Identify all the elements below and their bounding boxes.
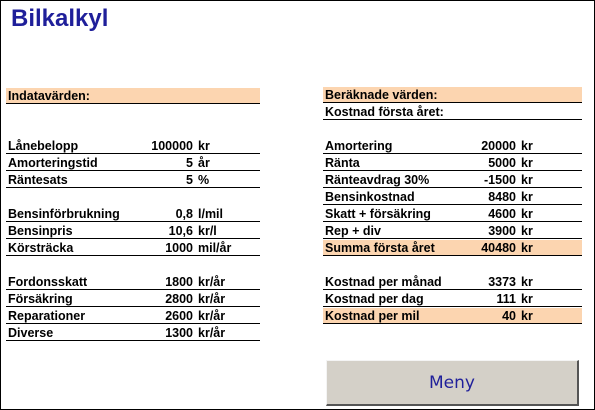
output-row-per-day [323,291,582,307]
row-unit: kr [521,309,533,323]
menu-button[interactable] [326,360,579,406]
row-unit: kr/år [198,326,226,340]
row-unit: kr [198,139,210,153]
row-label: Lånebelopp [8,139,79,153]
output-row-interest [323,155,582,171]
row-unit: kr [521,173,533,187]
menu-button-label: Meny [429,372,475,393]
row-value: 3900 [488,224,516,238]
row-unit: kr/år [198,309,226,323]
row-label: Diverse [8,326,54,340]
row-value[interactable]: 100000 [151,139,193,153]
page-title: Bilkalkyl [11,5,109,32]
output-row-per-month [323,274,582,290]
row-value: 40480 [481,241,516,255]
row-unit: kr [521,207,533,221]
row-value: 20000 [481,139,516,153]
row-unit: % [198,173,210,187]
output-row-fuel-cost [323,189,582,205]
row-unit: kr/l [198,224,217,238]
row-label: Skatt + försäkring [325,207,431,221]
row-label: Bensinförbrukning [8,207,120,221]
row-value[interactable]: 2800 [165,292,193,306]
input-row-amortization-time[interactable] [6,155,260,171]
row-label: Försäkring [8,292,73,306]
row-value: 40 [502,309,516,323]
output-header-row [323,87,582,103]
row-label: Summa första året [325,241,435,255]
row-value: -1500 [484,173,516,187]
row-unit: kr [521,292,533,306]
input-row-misc[interactable] [6,325,260,341]
output-subheader: Kostnad första året: [325,105,444,119]
input-row-insurance[interactable] [6,291,260,307]
row-unit: kr [521,139,533,153]
input-row-distance[interactable] [6,240,260,256]
output-row-tax-insurance [323,206,582,222]
row-value[interactable]: 5 [186,173,193,187]
row-label: Kostnad per dag [325,292,424,306]
input-row-vehicle-tax[interactable] [6,274,260,290]
row-value: 111 [496,292,516,306]
row-unit: år [198,156,210,170]
output-row-interest-deduction [323,172,582,188]
row-unit: mil/år [198,241,232,255]
row-unit: kr/år [198,292,226,306]
row-unit: kr [521,275,533,289]
input-row-fuel-price[interactable] [6,223,260,239]
row-value[interactable]: 1000 [165,241,193,255]
row-value[interactable]: 2600 [165,309,193,323]
row-value: 4600 [488,207,516,221]
output-header: Beräknade värden: [325,88,438,102]
row-label: Amorteringstid [8,156,98,170]
row-value[interactable]: 5 [186,156,193,170]
output-row-per-mil [323,308,582,324]
row-label: Kostnad per månad [325,275,442,289]
row-unit: l/mil [198,207,224,221]
row-value: 8480 [488,190,516,204]
row-label: Ränta [325,156,360,170]
input-row-repairs[interactable] [6,308,260,324]
row-label: Reparationer [8,309,86,323]
row-value[interactable]: 1300 [165,326,193,340]
output-subheader-row [323,104,582,120]
row-value: 3373 [488,275,516,289]
row-unit: kr/år [198,275,226,289]
row-value[interactable]: 1800 [165,275,193,289]
row-label: Kostnad per mil [325,309,420,323]
input-row-loan-amount[interactable] [6,138,260,154]
input-header: Indatavärden: [8,89,90,103]
row-label: Fordonsskatt [8,275,88,289]
row-unit: kr [521,190,533,204]
row-value[interactable]: 10,6 [168,224,193,238]
output-row-total [323,240,582,256]
row-label: Bensinkostnad [325,190,415,204]
row-label: Ränteavdrag 30% [325,173,430,187]
row-unit: kr [521,224,533,238]
row-label: Räntesats [8,173,68,187]
row-label: Körsträcka [8,241,74,255]
input-row-fuel-consumption[interactable] [6,206,260,222]
input-header-row [6,88,260,104]
row-value[interactable]: 0,8 [175,207,193,221]
row-label: Bensinpris [8,224,73,238]
row-label: Amortering [325,139,393,153]
row-unit: kr [521,156,533,170]
row-unit: kr [521,241,533,255]
output-row-amortization [323,138,582,154]
row-value: 5000 [488,156,516,170]
output-row-rep-misc [323,223,582,239]
row-label: Rep + div [325,224,381,238]
input-row-interest-rate[interactable] [6,172,260,188]
